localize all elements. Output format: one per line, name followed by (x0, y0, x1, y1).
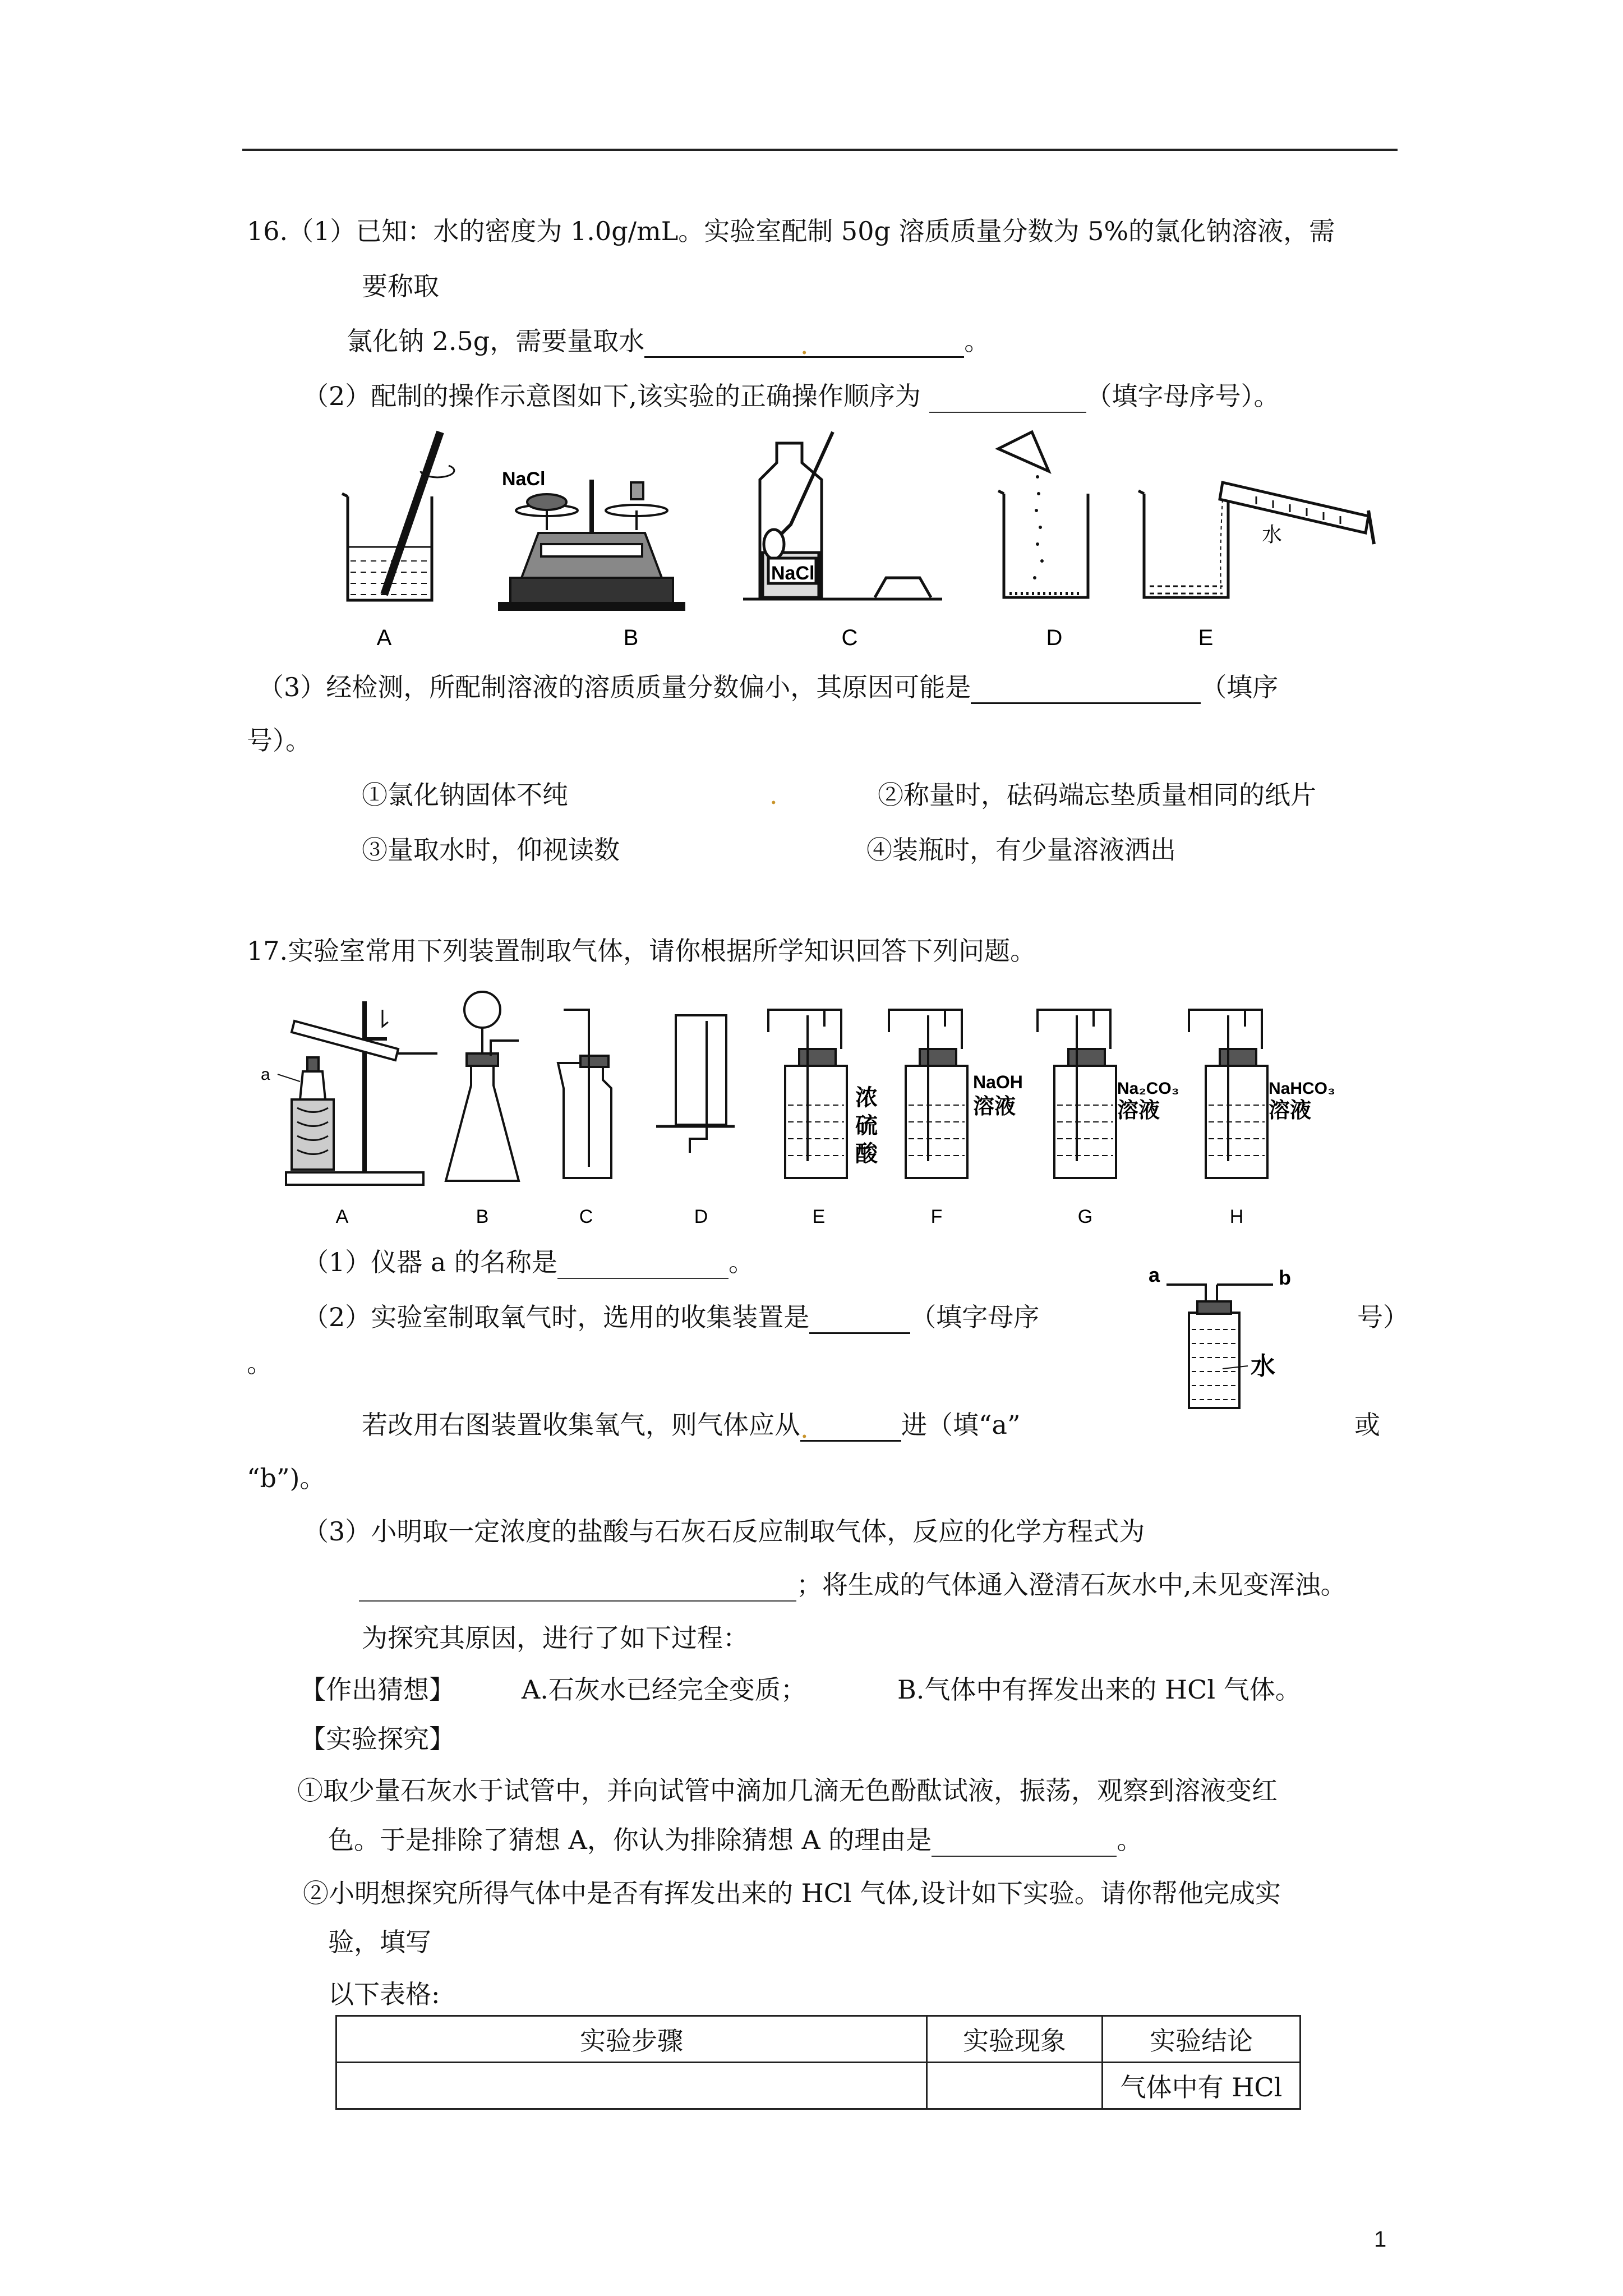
table-intro: 以下表格: (328, 1979, 440, 2009)
q17-part2b-end: 或 (1354, 1410, 1380, 1440)
q16-part2 (303, 379, 1280, 413)
apparatus-label-h: H (1229, 1206, 1244, 1227)
side-fig-a-label: a (1149, 1263, 1160, 1286)
option-dot: . (769, 780, 778, 810)
q17-part2b-line2: “b”)。 (247, 1463, 326, 1493)
apparatus-e-reagent-3: 酸 (855, 1142, 878, 1166)
equation-blank[interactable] (359, 1572, 796, 1602)
apparatus-g (1038, 1010, 1116, 1178)
q17-part2b-text: 若改用右图装置收集氧气，则气体应从 (362, 1410, 800, 1440)
q17-part3-line2-text: ；将生成的气体通入澄清石灰水中,未见变浑浊。 (796, 1570, 1347, 1600)
apparatus-h-reagent-1: NaHCO₃ (1269, 1079, 1335, 1098)
table-cell-phenomenon[interactable] (927, 2063, 1103, 2109)
option-3: ③量取水时，仰视读数 (362, 835, 620, 865)
explore-2-line1: ②小明想探究所得气体中是否有挥发出来的 HCl 气体,设计如下实验。请你帮他完成实 (303, 1878, 1281, 1908)
apparatus-label-f: F (930, 1206, 943, 1227)
fig-c-nacl-label: NaCl (771, 563, 815, 584)
apparatus-c (558, 1010, 611, 1178)
apparatus-label-b: B (476, 1206, 489, 1227)
apparatus-d (656, 1015, 735, 1153)
gas-inlet-blank[interactable]: . (800, 1412, 901, 1442)
fig-label-e: E (1198, 625, 1214, 650)
apparatus-label-c: C (579, 1206, 593, 1227)
q16-part1-line3-text: 氯化钠 2.5g，需要量取水 (347, 326, 645, 356)
apparatus-e-reagent-2: 硫 (855, 1114, 878, 1138)
q17-part2-line2: 。 (247, 1348, 273, 1378)
fig-label-d: D (1046, 625, 1063, 650)
reason-blank[interactable] (971, 674, 1201, 704)
q16-part2-end: （填字母序号）。 (1086, 381, 1280, 411)
q17-part2-mid: （填字母序 (910, 1302, 1040, 1332)
water-volume-blank[interactable]: . (644, 328, 964, 358)
q17-side-figure (1144, 1257, 1329, 1414)
table-row (336, 2063, 1301, 2109)
apparatus-h (1189, 1010, 1267, 1178)
q16-part3-end: （填序 (1201, 672, 1279, 702)
apparatus-f-reagent-2: 溶液 (973, 1095, 1016, 1119)
apparatus-label-e: E (812, 1206, 826, 1227)
apparatus-g-reagent-2: 溶液 (1117, 1099, 1160, 1122)
instrument-name-blank[interactable] (557, 1250, 728, 1279)
q16-part2-text: （2）配制的操作示意图如下,该实验的正确操作顺序为 (303, 381, 921, 411)
option-1: ①氯化钠固体不纯 (362, 780, 568, 810)
q16-operation-figure (325, 426, 1402, 662)
table-header-conclusion: 实验结论 (1103, 2016, 1301, 2063)
guess-b: B.气体中有挥发出来的 HCl 气体。 (897, 1674, 1301, 1705)
apparatus-b (446, 992, 519, 1181)
q16-part1-line2: 要称取 (362, 271, 439, 301)
explore-title: 【实验探究】 (300, 1724, 455, 1754)
page-number: 1 (1374, 2227, 1387, 2252)
q16-part1-line3-end: 。 (964, 326, 990, 356)
q17-part3-line2 (359, 1568, 1347, 1602)
q17-part2-end: 号） (1357, 1302, 1409, 1332)
table-header-phenomenon: 实验现象 (927, 2016, 1103, 2063)
explore-1-line2-text: 色。于是排除了猜想 A，你认为排除猜想 A 的理由是 (328, 1825, 932, 1855)
q17-part2 (303, 1300, 1039, 1334)
fig-a-stirring (342, 432, 454, 600)
header-rule (242, 149, 1398, 151)
experiment-table (335, 2015, 1301, 2110)
q16-part1-line1: 16.（1）已知：水的密度为 1.0g/mL。实验室配制 50g 溶质质量分数为 5%的氯化钠溶液，需 (247, 216, 1335, 246)
fig-label-a: A (376, 625, 392, 650)
table-cell-step[interactable] (336, 2063, 927, 2109)
collection-device-blank[interactable] (809, 1304, 910, 1334)
apparatus-e (768, 1010, 847, 1178)
q17-part2b (362, 1408, 1020, 1442)
q17-apparatus-figure (252, 987, 1352, 1234)
q16-part3 (258, 670, 1278, 704)
explore-1-line2 (328, 1823, 1142, 1857)
guess-title: 【作出猜想】 (300, 1674, 455, 1705)
fig-label-c: C (841, 625, 858, 650)
q17-part2b-mid: 进（填“a” (901, 1410, 1021, 1440)
side-fig-b-label: b (1279, 1266, 1291, 1289)
apparatus-label-a: A (335, 1206, 349, 1227)
q16-part1-line3 (347, 324, 990, 358)
exclusion-reason-blank[interactable] (932, 1828, 1117, 1857)
q17-part3-line3: 为探究其原因，进行了如下过程： (362, 1623, 749, 1653)
q17-part2-text: （2）实验室制取氧气时，选用的收集装置是 (303, 1302, 810, 1332)
option-4: ④装瓶时，有少量溶液洒出 (866, 835, 1176, 865)
guess-a: A.石灰水已经完全变质； (522, 1674, 806, 1705)
apparatus-h-reagent-2: 溶液 (1269, 1099, 1312, 1122)
q16-part3-line2: 号）。 (247, 725, 311, 756)
q17-part1-end: 。 (728, 1247, 754, 1277)
q16-part3-text: （3）经检测，所配制溶液的溶质质量分数偏小，其原因可能是 (258, 672, 971, 702)
q17-part3-line1: （3）小明取一定浓度的盐酸与石灰石反应制取气体，反应的化学方程式为 (303, 1516, 1145, 1547)
fig-b-nacl-label: NaCl (502, 468, 546, 490)
table-header-row (336, 2016, 1301, 2063)
fig-b-balance (499, 480, 684, 610)
apparatus-label-d: D (694, 1206, 708, 1227)
explore-1-line1: ①取少量石灰水于试管中，并向试管中滴加几滴无色酚酞试液，振荡，观察到溶液变红 (297, 1775, 1278, 1806)
operation-order-blank[interactable] (929, 384, 1086, 413)
table-cell-conclusion: 气体中有 HCl (1103, 2063, 1301, 2109)
explore-2-line2: 验，填写 (328, 1927, 431, 1957)
q17-part1 (303, 1245, 754, 1279)
apparatus-e-reagent-1: 浓 (855, 1085, 878, 1110)
apparatus-label-g: G (1077, 1206, 1093, 1227)
explore-1-line2-end: 。 (1117, 1825, 1143, 1855)
option-2: ②称量时，砝码端忘垫质量相同的纸片 (878, 780, 1316, 810)
apparatus-a (278, 1001, 437, 1185)
table-header-step: 实验步骤 (336, 2016, 927, 2063)
apparatus-g-reagent-1: Na₂CO₃ (1117, 1079, 1179, 1098)
side-fig-water-label: 水 (1251, 1352, 1275, 1380)
fig-e-water-label: 水 (1262, 523, 1283, 546)
fig-e-cylinder (1138, 482, 1374, 597)
q17-part1-text: （1）仪器 a 的名称是 (303, 1247, 557, 1277)
fig-d-pouring (998, 432, 1088, 597)
apparatus-f-reagent-1: NaOH (973, 1072, 1023, 1092)
apparatus-a-part-label: a (261, 1065, 270, 1084)
apparatus-f (889, 1010, 967, 1178)
fig-label-b: B (623, 625, 639, 650)
q17-intro: 17.实验室常用下列装置制取气体，请你根据所学知识回答下列问题。 (247, 936, 1036, 966)
